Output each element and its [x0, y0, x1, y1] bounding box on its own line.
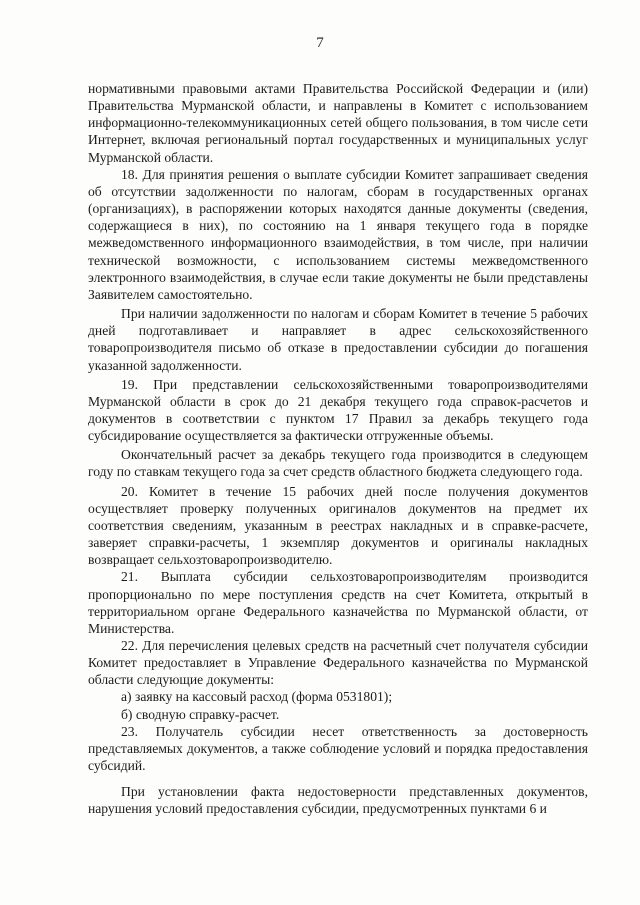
paragraph-19-final-calc: Окончательный расчет за декабрь текущего года производится в следующем году по ставкам текущего года за счет средств областного бюджета следующего года. — [88, 447, 588, 480]
paragraph-22: 22. Для перечисления целевых средств на расчетный счет получателя субсидии Комитет предоставляет в Управление Федерального казначейства по Мурманской области следующие документы: — [88, 638, 588, 688]
list-item-b: б) сводную справку-расчет. — [121, 706, 280, 722]
paragraph-23: 23. Получатель субсидии несет ответственность за достоверность представляемых документов, а также соблюдение условий и порядка предоставления субсидий. — [88, 723, 588, 774]
list-item-a: а) заявку на кассовый расход (форма 0531801); — [121, 689, 393, 705]
page-number: 7 — [316, 35, 324, 51]
paragraph-continuation: нормативными правовыми актами Правительства Российской Федерации и (или) Правительства Мурманской области, и направлены в Комитет с использованием информационно-телекоммуникационных сетей общего пользования, в том числе сети Интернет, включая региональный портал государственных и муниципальных услуг Мурманской области. — [88, 81, 588, 165]
paragraph-18: 18. Для принятия решения о выплате субсидии Комитет запрашивает сведения об отсутствии задолженности по налогам, сборам в государственных органах (организациях), в распоряжении которых находятся данные документы (сведения, содержащиеся в них), по состоянию на 1 января текущего года в порядке межведомственного информационного взаимодействия, в том числе, при наличии технической возможности, с использованием системы межведомственного электронного взаимодействия, в случае если такие документы не были представлены Заявителем самостоятельно. — [88, 166, 588, 302]
document-body — [88, 80, 588, 818]
paragraph-23-violation: При установлении факта недостоверности представленных документов, нарушения условий предоставления субсидии, предусмотренных пунктами 6 и — [88, 784, 588, 817]
paragraph-20: 20. Комитет в течение 15 рабочих дней после получения документов осуществляет проверку полученных оригиналов документов на предмет их соответствия сведениям, указанным в реестрах накладных и в справке-расчете, заверяет справки-расчеты, 1 экземпляр документов и оригиналы накладных возвращает сельхозтоваропроизводителю. — [88, 483, 588, 568]
paragraph-19: 19. При представлении сельскохозяйственными товаропроизводителями Мурманской области в срок до 21 декабря текущего года справок-расчетов и документов в соответствии с пунктом 17 Правил за декабрь текущего года субсидирование осуществляется за фактически отгруженные объемы. — [88, 376, 588, 444]
paragraph-21: 21. Выплата субсидии сельхозтоваропроизводителям производится пропорционально по мере поступления средств на счет Комитета, открытый в территориальном органе Федерального казначейства по Мурманской области, от Министерства. — [88, 569, 588, 636]
paragraph-18-debt: При наличии задолженности по налогам и сборам Комитет в течение 5 рабочих дней подготавливает и направляет в адрес сельскохозяйственного товаропроизводителя письмо об отказе в предоставлении субсидии до погашения указанной задолженности. — [88, 306, 588, 373]
